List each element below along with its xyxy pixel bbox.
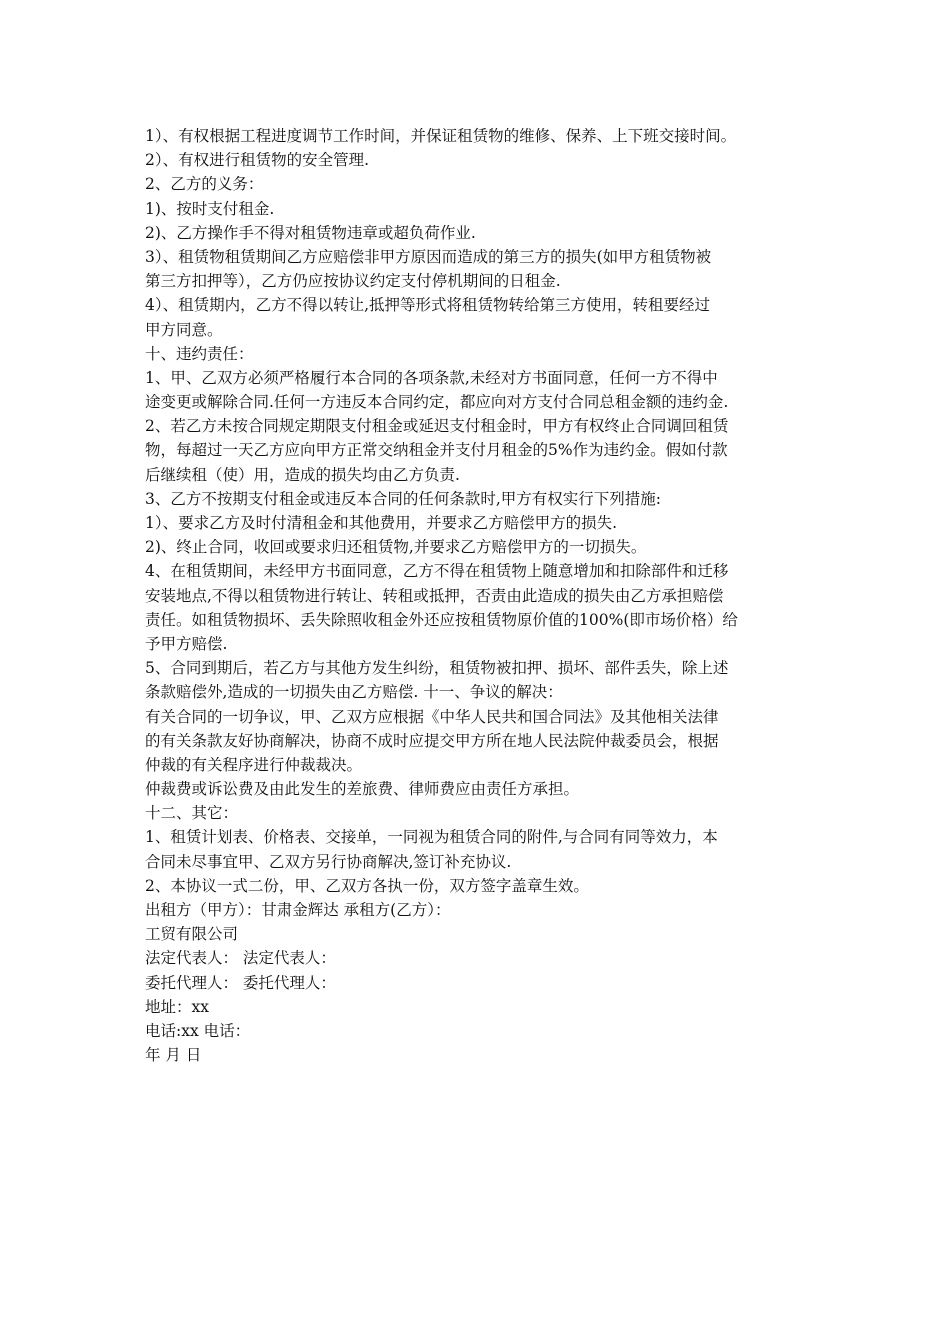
text-line: 合同未尽事宜甲、乙双方另行协商解决,签订补充协议. — [145, 852, 512, 871]
text-line: 十二、其它： — [145, 804, 239, 823]
text-line: 责任。如租赁物损坏、丢失除照收租金外还应按租赁物原价值的100%(即市场价格）给 — [145, 610, 738, 629]
text-line: 2、若乙方未按合同规定期限支付租金或延迟支付租金时，甲方有权终止合同调回租赁 — [145, 417, 729, 436]
text-line: 1、甲、乙双方必须严格履行本合同的各项条款,未经对方书面同意，任何一方不得中 — [145, 368, 718, 387]
text-line: 2、乙方的义务： — [145, 175, 264, 194]
text-line: 1、租赁计划表、价格表、交接单，一同视为租赁合同的附件,与合同有同等效力，本 — [145, 828, 718, 847]
text-line: 工贸有限公司 — [145, 925, 239, 944]
text-line: 1）、要求乙方及时付清租金和其他费用，并要求乙方赔偿甲方的损失. — [145, 514, 618, 532]
text-line: 物，每超过一天乙方应向甲方正常交纳租金并支付月租金的5%作为违约金。假如付款 — [145, 441, 728, 460]
text-line: 1）、有权根据工程进度调节工作时间，并保证租赁物的维修、保养、上下班交接时间。 — [145, 127, 737, 145]
text-line: 4）、租赁期内，乙方不得以转让,抵押等形式将租赁物转给第三方使用，转租要经过 — [145, 296, 711, 315]
text-line: 2、本协议一式二份，甲、乙双方各执一份，双方签字盖章生效。 — [145, 876, 589, 895]
text-line: 仲裁的有关程序进行仲裁裁决。 — [145, 755, 363, 774]
text-line: 法定代表人： 法定代表人： — [145, 949, 336, 968]
text-line: 2)、终止合同，收回或要求归还租赁物,并要求乙方赔偿甲方的一切损失。 — [145, 538, 647, 557]
text-line: 电话:xx 电话： — [145, 1021, 251, 1040]
text-line: 条款赔偿外,造成的一切损失由乙方赔偿. 十一、争议的解决： — [145, 683, 563, 702]
text-line: 出租方（甲方）：甘肃金辉达 承租方(乙方）： — [145, 901, 451, 919]
text-line: 委托代理人： 委托代理人： — [145, 973, 336, 992]
text-line: 3）、租赁物租赁期间乙方应赔偿非甲方原因而造成的第三方的损失(如甲方租赁物被 — [145, 247, 712, 266]
text-line: 年 月 日 — [145, 1046, 202, 1065]
text-line: 2）、有权进行租赁物的安全管理. — [145, 151, 370, 170]
text-line: 5、合同到期后，若乙方与其他方发生纠纷，租赁物被扣押、损坏、部件丢失，除上述 — [145, 659, 729, 678]
text-line: 第三方扣押等），乙方仍应按协议约定支付停机期间的日租金. — [145, 272, 561, 291]
text-line: 2)、乙方操作手不得对租赁物违章或超负荷作业. — [145, 223, 476, 242]
text-line: 地址：xx — [145, 997, 209, 1016]
text-line: 仲裁费或诉讼费及由此发生的差旅费、律师费应由责任方承担。 — [145, 780, 580, 799]
text-line: 途变更或解除合同.任何一方违反本合同约定，都应向对方支付合同总租金额的违约金. — [145, 393, 729, 412]
text-line: 的有关条款友好协商解决，协商不成时应提交甲方所在地人民法院仲裁委员会，根据 — [145, 731, 719, 750]
text-line: 安装地点,不得以租赁物进行转让、转租或抵押，否责由此造成的损失由乙方承担赔偿 — [145, 586, 724, 605]
text-line: 十、违约责任： — [145, 344, 254, 363]
text-line: 甲方同意。 — [145, 320, 223, 339]
text-line: 4、在租赁期间，未经甲方书面同意，乙方不得在租赁物上随意增加和扣除部件和迁移 — [145, 562, 729, 581]
text-line: 予甲方赔偿. — [145, 634, 228, 653]
text-line: 3、乙方不按期支付租金或违反本合同的任何条款时,甲方有权实行下列措施: — [145, 489, 662, 508]
contract-page-text — [145, 124, 825, 1067]
text-line: 1)、按时支付租金. — [145, 199, 275, 218]
text-line: 有关合同的一切争议，甲、乙双方应根据《中华人民共和国合同法》及其他相关法律 — [145, 707, 719, 726]
text-line: 后继续租（使）用，造成的损失均由乙方负责. — [145, 465, 460, 484]
